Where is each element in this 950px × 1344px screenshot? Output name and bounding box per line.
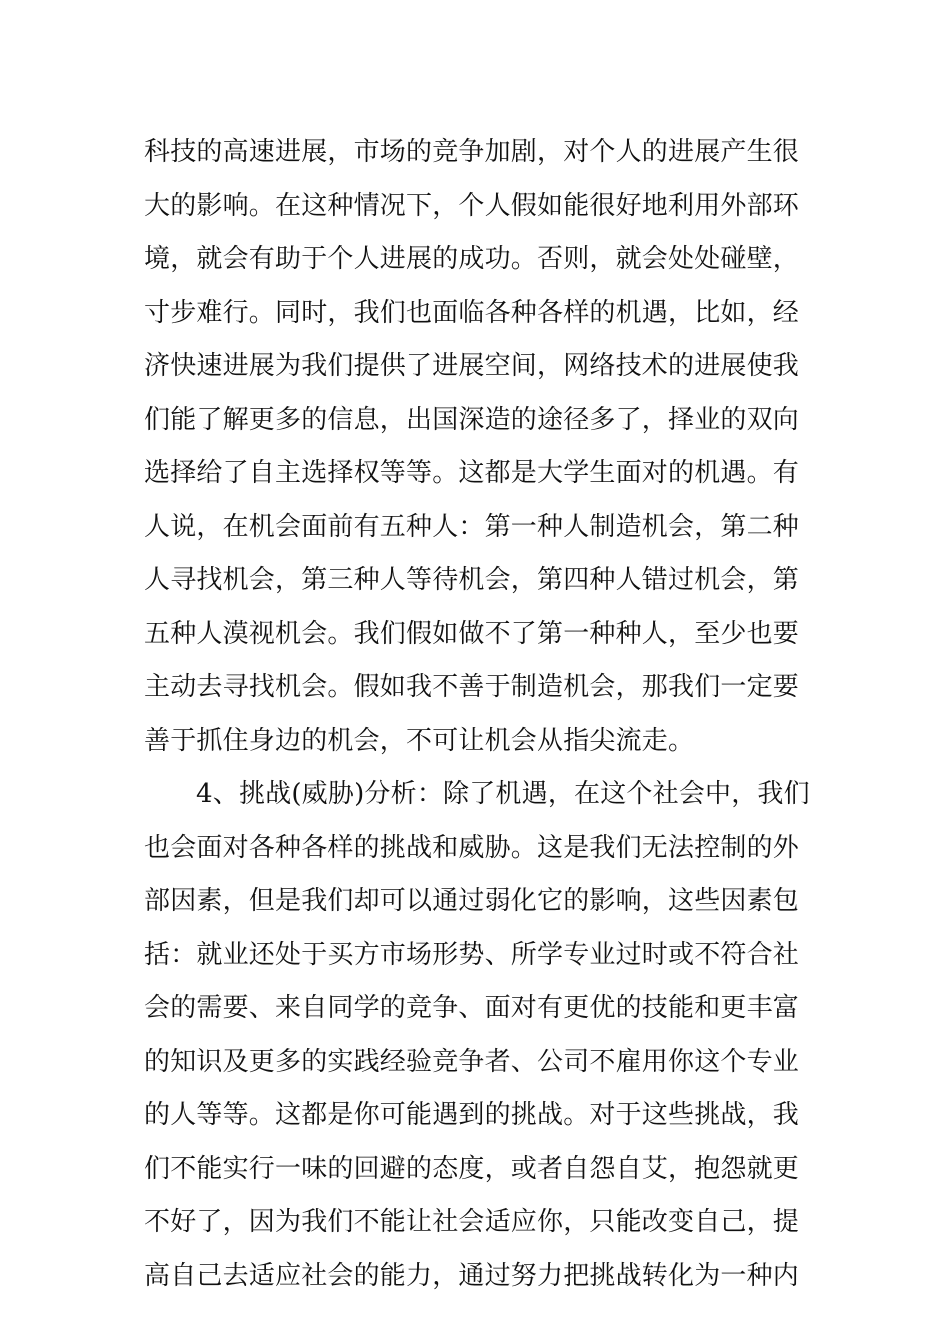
- text-line: 科技的高速进展，市场的竞争加剧，对个人的进展产生很: [144, 137, 800, 167]
- text-line: 部因素，但是我们却可以通过弱化它的影响，这些因素包: [144, 886, 800, 916]
- text-line: 主动去寻找机会。假如我不善于制造机会，那我们一定要: [144, 672, 800, 702]
- text-line: 选择给了自主选择权等等。这都是大学生面对的机遇。有: [144, 458, 800, 488]
- text-line: 们不能实行一味的回避的态度，或者自怨自艾，抱怨就更: [144, 1153, 800, 1184]
- text-line: 人寻找机会，第三种人等待机会，第四种人错过机会，第: [144, 565, 800, 595]
- text-line: 高自己去适应社会的能力，通过努力把挑战转化为一种内: [144, 1260, 800, 1291]
- text-line: 们能了解更多的信息，出国深造的途径多了，择业的双向: [144, 404, 800, 435]
- text-line: 的知识及更多的实践经验竞争者、公司不雇用你这个专业: [144, 1046, 800, 1077]
- document-body: [144, 126, 814, 1303]
- text-line: 寸步难行。同时，我们也面临各种各样的机遇，比如，经: [144, 297, 800, 328]
- text-line: 也会面对各种各样的挑战和威胁。这是我们无法控制的外: [144, 832, 800, 863]
- text-line: 括：就业还处于买方市场形势、所学专业过时或不符合社: [144, 939, 800, 970]
- text-line: 境，就会有助于个人进展的成功。否则，就会处处碰壁，: [144, 244, 800, 274]
- text-line: 五种人漠视机会。我们假如做不了第一种种人，至少也要: [144, 618, 800, 649]
- text-line: 的人等等。这都是你可能遇到的挑战。对于这些挑战，我: [144, 1100, 800, 1130]
- text-line: 大的影响。在这种情况下，个人假如能很好地利用外部环: [144, 190, 800, 221]
- text-line: 会的需要、来自同学的竞争、面对有更优的技能和更丰富: [144, 993, 800, 1023]
- section-heading-line: 4、挑战(威胁)分析：除了机遇，在这个社会中，我们: [196, 779, 810, 809]
- text-line: 不好了，因为我们不能让社会适应你，只能改变自己，提: [144, 1207, 800, 1237]
- text-line: 济快速进展为我们提供了进展空间，网络技术的进展使我: [144, 351, 800, 381]
- text-line: 人说，在机会面前有五种人：第一种人制造机会，第二种: [144, 511, 800, 542]
- text-line: 善于抓住身边的机会，不可让机会从指尖流走。: [144, 725, 695, 756]
